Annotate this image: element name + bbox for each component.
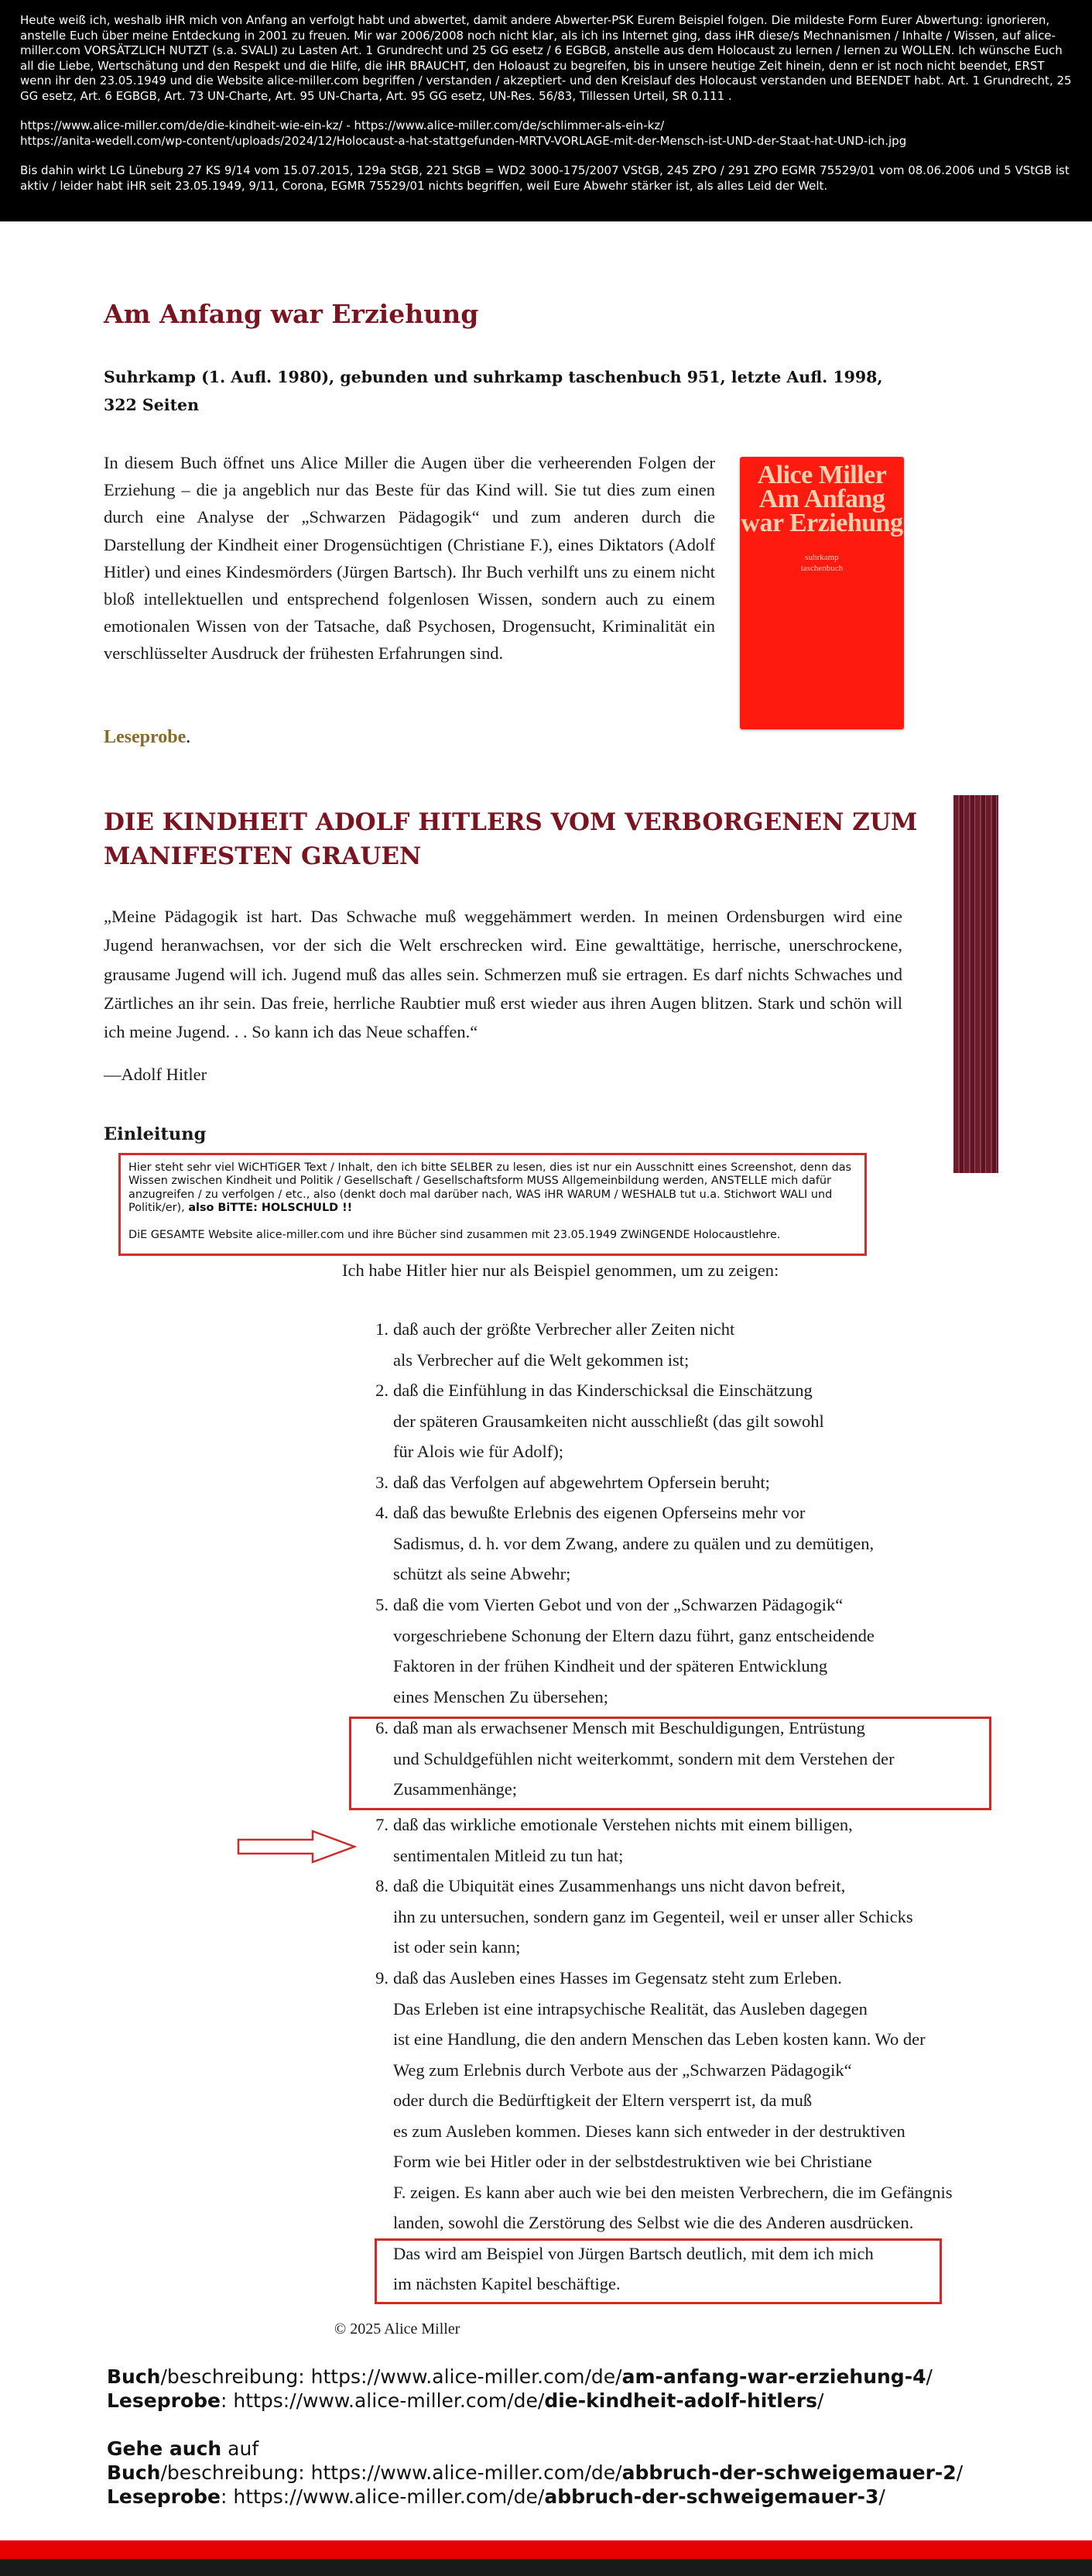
link-url-slug: abbruch-der-schweigemauer-3: [544, 2485, 879, 2508]
list-item-line: daß das wirkliche emotionale Verstehen nichts mit einem billigen,: [393, 1815, 853, 1834]
list-item-number: 8.: [375, 1876, 389, 1895]
list-item-line: schützt als seine Abwehr;: [393, 1564, 571, 1583]
link-url-slash: /: [878, 2485, 885, 2508]
link-url-prefix: https://www.alice-miller.com/de/: [310, 2365, 622, 2388]
list-item-number: 7.: [375, 1815, 389, 1834]
footer-link-row-4: [107, 2485, 885, 2509]
list-item-number: 2.: [375, 1381, 389, 1400]
leseprobe-label: Leseprobe: [107, 2485, 221, 2508]
cover-publisher-line-1: suhrkamp: [805, 553, 839, 562]
link-url-prefix: https://www.alice-miller.com/de/: [310, 2461, 622, 2484]
highlight-box-bartsch: [375, 2238, 942, 2304]
copyright: © 2025 Alice Miller: [334, 2320, 460, 2338]
hitler-quote: „Meine Pädagogik ist hart. Das Schwache muß weggehämmert werden. In meinen Ordensburgen wird eine Jugend heranwachsen, vor der sich die Welt erschrecken wird. Eine gewalttätige, herrische, unerschrockene, grausame Jugend will ich. Jugend muß das alles sein. Schmerzen muß sie ertragen. Es darf nichts Schwaches und Zärtliches an ihr sein. Das freie, herrliche Raubtier muß erst wieder aus ihren Augen blitzen. Stark und schön will ich meine Jugend. . . So kann ich das Neue schaffen.“: [104, 907, 902, 1042]
footer-link-row-1: [107, 2365, 933, 2389]
list-item-2: [367, 1375, 824, 1467]
book-description: In diesem Buch öffnet uns Alice Miller die Augen über die verheerenden Folgen der Erziehung – die ja angeblich nur das Beste für das Kind will. Sie tut dies zum einen durch eine Analyse der „Schwarzen Pädagogik“ und zum anderen durch die Darstellung der Kindheit einer Drogensüchtigen (Christiane F.), eines Diktators (Adolf Hitler) und eines Kindesmörders (Jürgen Bartsch). Ihr Buch verhilft uns zu einem nicht bloß intellektuellen und entsprechend folgenlosen Wissen, sondern auch zu einem emotionalen Wissen von der Tatsache, daß Psychosen, Drogensucht, Kriminalität ein verschlüsselter Ausdruck der frühesten Erfahrungen sind.: [104, 453, 715, 664]
list-item-line: daß auch der größte Verbrecher aller Zeiten nicht: [393, 1319, 735, 1339]
list-item-3: [367, 1467, 770, 1498]
cover-author: Alice Miller: [757, 461, 887, 489]
chapter-title: DIE KINDHEIT ADOLF HITLERS VOM VERBORGENEN ZUM MANIFESTEN GRAUEN: [104, 808, 918, 870]
list-item-line: vorgeschriebene Schonung der Eltern dazu führt, ganz entscheidende: [393, 1625, 875, 1645]
colon: :: [220, 2485, 228, 2508]
notice-text: [128, 1161, 857, 1216]
list-item-line: Faktoren in der frühen Kindheit und der späteren Entwicklung: [393, 1656, 828, 1676]
list-item-line: Das wird am Beispiel von Jürgen Bartsch deutlich, mit dem ich mich: [393, 2243, 874, 2263]
see-also-row: [107, 2437, 258, 2461]
list-item-line: F. zeigen. Es kann aber auch wie bei den meisten Verbrechern, die im Gefängnis: [393, 2182, 953, 2202]
link-url-slug: am-anfang-war-erziehung-4: [621, 2365, 926, 2388]
link-url-slash: /: [817, 2389, 824, 2412]
list-item-line: für Alois wie für Adolf);: [393, 1442, 563, 1461]
leseprobe-label: Leseprobe: [107, 2389, 221, 2412]
header-notice: [0, 0, 1092, 221]
header-notice-text: Heute weiß ich, weshalb iHR mich von Anfang an verfolgt habt und abwertet, damit andere Abwerter-PSK Eurem Beispiel folgen. Die mildeste Form Eurer Abwertung: ignorieren, anstelle Euch über meine Entdeckung in 2001 zu freuen. Mir war 2006/2008 noch nicht klar, als ich ins Internet ging, dass iHR diese/s Mechnanismen / Inhalte / Wissen, auf alice-miller.com VORSÄTZLICH NUTZT (s.a. SVALI) zu Lasten Art. 1 Grundrecht und 25 GG esetz / 6 EGBGB, anstelle aus dem Holocaust zu lernen / lernen zu WOLLEN. Ich wünsche Euch all die Liebe, Wertschätung und den Respekt und die Hilfe, die iHR BRAUCHT, den Holoaust zu begreifen, bis in unsere heutige Zeit hinein, denn er ist noch nicht beendet, ERST wenn ihr den 23.05.1949 und die Website alice-miller.com begriffen / verstanden / akzeptiert- und den Kreislauf des Holocaust verstanden und BEENDET habt. Art. 1 Grundrecht, 25 GG esetz, Art. 6 EGBGB, Art. 73 UN-Charte, Art. 95 UN-Charta, Art. 95 GG esetz, UN-Res. 56/83, Tillessen Urteil, SR 0.111 .: [20, 13, 1076, 103]
link-url-prefix: https://www.alice-miller.com/de/: [233, 2389, 545, 2412]
book-description-link[interactable]: [311, 2365, 933, 2388]
list-item-line: daß das Ausleben eines Hasses im Gegensatz steht zum Erleben.: [393, 1968, 842, 1988]
beschreibung-label: /beschreibung:: [160, 2365, 305, 2388]
list-item-number: 6.: [375, 1718, 389, 1737]
list-item-line: als Verbrecher auf die Welt gekommen ist;: [393, 1350, 690, 1370]
book-spine-image: [953, 795, 998, 1173]
list-item-7: [367, 1809, 853, 1871]
notice-text-2: DiE GESAMTE Website alice-miller.com und ihre Bücher sind zusammen mit 23.05.1949 ZWiNGENDE Holocaustlehre.: [128, 1228, 781, 1241]
book-description-link-2[interactable]: [311, 2461, 963, 2484]
colon: :: [220, 2389, 228, 2412]
footer-link-row-2: [107, 2389, 823, 2413]
footer-link-row-3: [107, 2461, 963, 2485]
list-item-line: eines Menschen Zu übersehen;: [393, 1686, 609, 1706]
list-item-line: daß die Ubiquität eines Zusammenhangs uns nicht davon befreit,: [393, 1876, 846, 1895]
important-notice-box: [118, 1153, 867, 1256]
list-item-4: [367, 1497, 874, 1590]
list-item-line: Sadismus, d. h. vor dem Zwang, andere zu quälen und zu demütigen,: [393, 1533, 875, 1553]
list-item-number: 1.: [375, 1319, 389, 1339]
leseprobe-url-link[interactable]: [233, 2389, 823, 2412]
see-also-label: Gehe auch: [107, 2437, 222, 2460]
list-item-number: 5.: [375, 1595, 389, 1614]
quote-author: —Adolf Hitler: [104, 1065, 207, 1084]
list-item-line: im nächsten Kapitel beschäftige.: [393, 2274, 621, 2293]
book-cover-image[interactable]: [740, 457, 904, 729]
buch-label: Buch: [107, 2365, 161, 2388]
section-heading-einleitung: Einleitung: [104, 1124, 207, 1144]
list-item-line: daß das Verfolgen auf abgewehrtem Opfersein beruht;: [393, 1473, 770, 1492]
header-notice-links[interactable]: https://www.alice-miller.com/de/die-kindheit-wie-ein-kz/ - https://www.alice-miller.com/de/schlimmer-als-ein-kz/ https://anita-wedell.com/wp-content/uploads/2024/12/Holocaust-a-hat-stattgefunden-MRTV-VORLAGE-mit-der-Mensch-ist-UND-der-Staat-hat-UND-ich.jpg: [20, 118, 907, 148]
leseprobe-paragraph: [104, 727, 190, 748]
list-item-line: daß die Einfühlung in das Kinderschicksal die Einschätzung: [393, 1381, 813, 1400]
list-item-line: daß das bewußte Erlebnis des eigenen Opferseins mehr vor: [393, 1503, 806, 1522]
list-item-line: der späteren Grausamkeiten nicht ausschließt (das gilt sowohl: [393, 1411, 824, 1431]
list-item-line: und Schuldgefühlen nicht weiterkommt, sondern mit dem Verstehen der: [393, 1748, 895, 1768]
list-item-line: Weg zum Erlebnis durch Verbote aus der „Schwarzen Pädagogik“: [393, 2060, 852, 2080]
footer-red-band: [0, 2540, 1092, 2559]
highlight-box-item-6: [349, 1717, 991, 1810]
list-item-5: [367, 1590, 875, 1712]
leseprobe-dot: .: [186, 727, 191, 747]
notice-text-emphasis: also BiTTE: HOLSCHULD !!: [188, 1202, 353, 1215]
link-url-slug: die-kindheit-adolf-hitlers: [544, 2389, 818, 2412]
list-intro: Ich habe Hitler hier nur als Beispiel genommen, um zu zeigen:: [342, 1261, 779, 1280]
right-arrow-icon: [237, 1829, 361, 1864]
book-title: Am Anfang war Erziehung: [104, 299, 479, 329]
notice-text-main: Hier steht sehr viel WiCHTiGER Text / Inhalt, den ich bitte SELBER zu lesen, dies ist nur ein Ausschnitt eines Screenshot, denn das Wissen zwischen Kindheit und Politik / Gesellschaft / Gesellschaftsform MUSS Allgemeinbildung werden, ANSTELLE mich dafür anzugreifen / zu verfolgen / etc., also (denkt doch mal darüber nach, WAS iHR WARUM / WESHALB tut u.a. Stichwort WALI und Politik/er),: [128, 1161, 852, 1215]
link-url-slash: /: [926, 2365, 933, 2388]
see-also-suffix: auf: [221, 2437, 259, 2460]
buch-label: Buch: [107, 2461, 161, 2484]
list-item-line: landen, sowohl die Zerstörung des Selbst wie die des Anderen ausdrücken.: [393, 2213, 914, 2232]
list-item-line: Das Erleben ist eine intrapsychische Realität, das Ausleben dagegen: [393, 1998, 868, 2019]
list-item-1: [367, 1314, 734, 1375]
list-item-line: ist oder sein kann;: [393, 1937, 521, 1957]
cover-publisher: [740, 552, 904, 574]
beschreibung-label: /beschreibung:: [160, 2461, 305, 2484]
list-item-number: 9.: [375, 1968, 389, 1988]
list-item-line: daß man als erwachsener Mensch mit Beschuldigungen, Entrüstung: [393, 1718, 865, 1737]
leseprobe-url-link-2[interactable]: [233, 2485, 885, 2508]
list-item-number: 4.: [375, 1503, 389, 1522]
link-url-slash: /: [956, 2461, 964, 2484]
list-item-8: [367, 1871, 913, 1963]
list-item-line: daß die vom Vierten Gebot und von der „Schwarzen Pädagogik“: [393, 1595, 844, 1614]
list-item-line: ihn zu untersuchen, sondern ganz im Gegenteil, weil er unser aller Schicks: [393, 1906, 913, 1926]
list-item-line: Form wie bei Hitler oder in der selbstdestruktiven wie bei Christiane: [393, 2152, 872, 2171]
header-notice-footer: Bis dahin wirkt LG Lüneburg 27 KS 9/14 vom 15.07.2015, 129a StGB, 221 StGB = WD2 3000-175/2007 VStGB, 245 ZPO / 291 ZPO EGMR 75529/01 vom 08.06.2006 und 5 VStGB ist aktiv / leider habt iHR seit 23.05.1949, 9/11, Corona, EGMR 75529/01 nichts begriffen, weil Eure Abwehr stärker ist, als alles Leid der Welt.: [20, 163, 1073, 193]
leseprobe-link[interactable]: Leseprobe: [104, 727, 187, 747]
footer-dark-band: [0, 2559, 1092, 2576]
cover-title-1: Am Anfang: [758, 485, 885, 513]
link-url-slug: abbruch-der-schweigemauer-2: [621, 2461, 957, 2484]
list-item-number: 3.: [375, 1473, 389, 1492]
list-item-line: sentimentalen Mitleid zu tun hat;: [393, 1845, 624, 1865]
list-item-line: oder durch die Bedürftigkeit der Eltern versperrt ist, da muß: [393, 2091, 813, 2110]
link-url-prefix: https://www.alice-miller.com/de/: [233, 2485, 545, 2508]
cover-publisher-line-2: taschenbuch: [800, 564, 844, 573]
book-meta: Suhrkamp (1. Aufl. 1980), gebunden und suhrkamp taschenbuch 951, letzte Aufl. 1998, 322 Seiten: [104, 368, 883, 414]
cover-title-2: war Erziehung: [741, 509, 903, 537]
list-item-line: es zum Ausleben kommen. Dieses kann sich entweder in der destruktiven: [393, 2121, 905, 2141]
list-item-line: ist eine Handlung, die den andern Menschen das Leben kosten kann. Wo der: [393, 2029, 926, 2049]
list-item-line: Zusammenhänge;: [393, 1779, 517, 1799]
